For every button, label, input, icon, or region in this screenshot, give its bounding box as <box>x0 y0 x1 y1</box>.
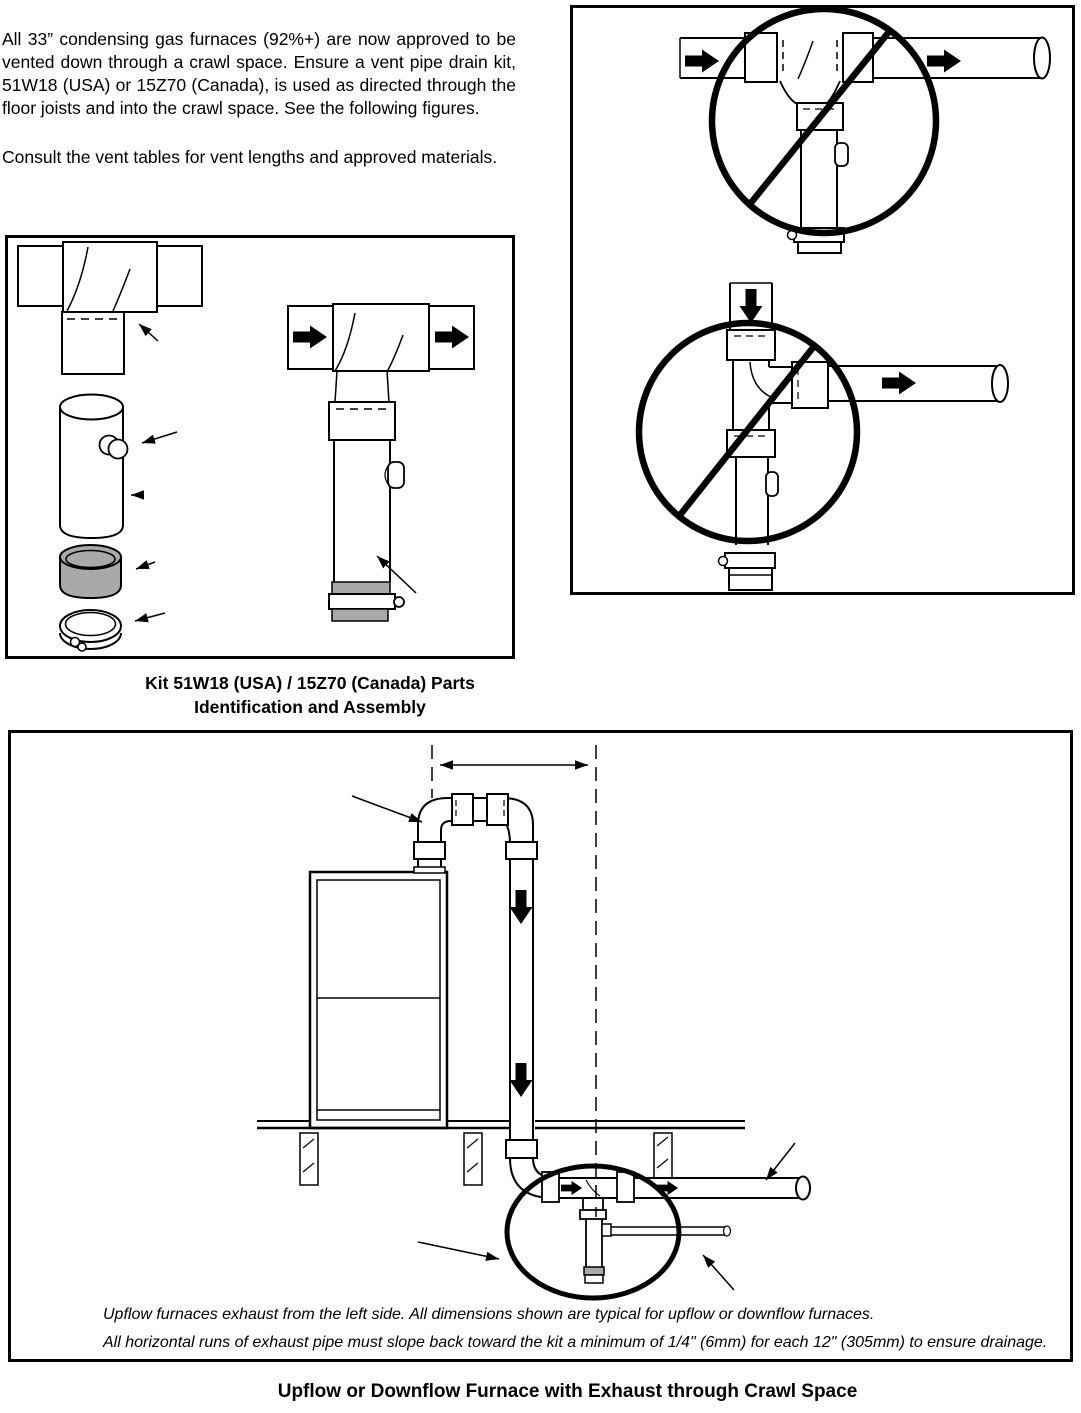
drain-pipe-part <box>60 395 177 539</box>
leader-arrow <box>766 1143 795 1180</box>
leader-arrow <box>352 796 422 822</box>
prohibited-horizontal-tee-diagram <box>680 9 1050 253</box>
leader-arrow <box>136 562 155 569</box>
down-arrow-icon <box>510 1063 533 1097</box>
leader-arrow <box>139 324 158 341</box>
kit-caption-line-1: Kit 51W18 (USA) / 15Z70 (Canada) Parts <box>145 673 475 693</box>
prohibited-configurations-figure <box>570 5 1075 595</box>
pipe-open-end <box>1034 38 1050 79</box>
prohibited-vertical-elbow-diagram <box>639 283 1008 590</box>
drain-port <box>766 472 778 496</box>
prohibition-slash-icon <box>680 345 815 515</box>
crawl-space-figure <box>8 730 1073 1362</box>
kit-caption-line-2: Identification and Assembly <box>194 697 426 717</box>
down-arrow-icon <box>740 289 763 323</box>
intro-text <box>2 28 516 169</box>
leader-arrow <box>703 1255 734 1290</box>
drain-port <box>388 462 404 488</box>
leader-arrow <box>142 432 177 443</box>
flow-arrow-icon <box>927 50 961 73</box>
tee-fitting-exploded <box>18 242 202 374</box>
pipe-open-end <box>796 1177 810 1200</box>
drain-port <box>835 143 848 166</box>
crawl-figure-note-1: Upflow furnaces exhaust from the left side. All dimensions shown are typical for upflow or downflow furnaces. <box>103 1306 875 1323</box>
clamp-screw <box>394 597 404 607</box>
flow-arrow-icon <box>561 1181 582 1195</box>
crawl-figure-note-2: All horizontal runs of exhaust pipe must slope back toward the kit a minimum of 1/4" (6mm) for each 12" (305mm) to ensure drainage. <box>103 1334 1048 1351</box>
vent-drain-kit <box>507 1166 810 1298</box>
prohibited-figure-border <box>572 7 1074 594</box>
drain-tube-end <box>724 1226 731 1236</box>
crawl-figure-caption: Upflow or Downflow Furnace with Exhaust through Crawl Space <box>277 1381 858 1402</box>
furnace-vent-connection <box>414 867 445 873</box>
leader-arrow <box>135 613 165 621</box>
kit-figure-caption <box>80 671 540 719</box>
crawl-figure-border <box>10 732 1072 1361</box>
pipe-open-end <box>992 365 1008 402</box>
clamp-part <box>60 610 165 651</box>
leader-arrow <box>418 1242 499 1259</box>
intro-paragraph-2: Consult the vent tables for vent lengths and approved materials. <box>2 147 498 167</box>
flow-arrow-icon <box>685 50 719 73</box>
flow-arrow-icon <box>882 372 916 395</box>
kit-assembled-view <box>288 304 474 621</box>
rubber-coupling-part <box>60 545 155 598</box>
furnace-cabinet <box>310 872 447 1128</box>
kit-parts-figure <box>5 235 515 659</box>
intro-paragraph-1: All 33” condensing gas furnaces (92%+) are now approved to be vented down through a crawl space. Ensure a vent pipe drain kit, 51W18 (USA) or 15Z70 (Canada), is used as directed through the floor joists and into the crawl space. See the following figures. <box>2 29 516 118</box>
down-arrow-icon <box>510 890 533 924</box>
